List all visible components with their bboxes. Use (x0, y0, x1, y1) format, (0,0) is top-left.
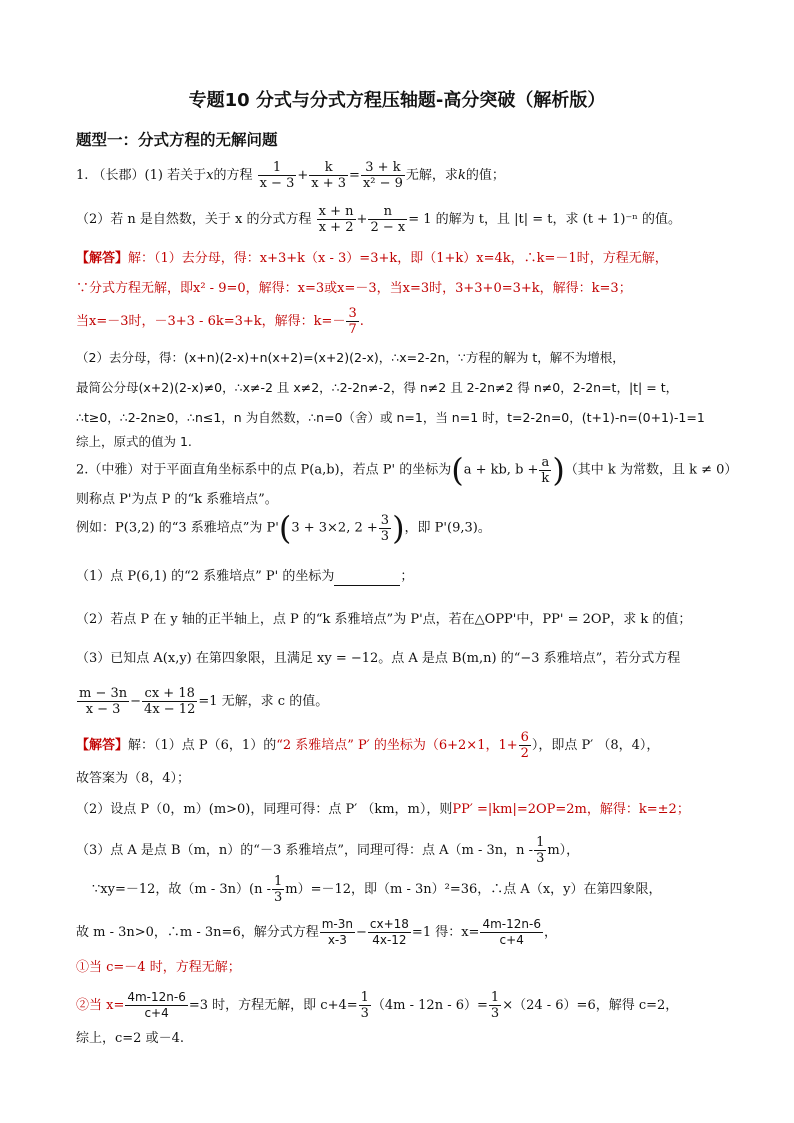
text: 例如：P(3,2) 的“3 系雅培点”为 P' (76, 520, 279, 536)
numerator: 3 (348, 306, 357, 321)
q1-answer-line2: ∵分式方程无解，即x² - 9=0，解得：x=3或x=－3，当x=3时，3+3+0=3+k，解得：k=3； (76, 281, 632, 296)
q2-answer-line7 (76, 959, 241, 977)
fraction (77, 686, 129, 717)
q2-answer-line3 (76, 801, 690, 819)
numerator: m − 3n (79, 686, 128, 701)
op: − (130, 694, 142, 709)
text: （2）若 n 是自然数，关于 x 的分式方程 (76, 212, 312, 227)
denominator: x-3 (327, 933, 347, 947)
answer-label: 【解答】 (76, 251, 129, 266)
fraction (125, 990, 188, 1021)
numerator: a (539, 455, 551, 471)
section-heading: 题型一：分式方程的无解问题 (76, 131, 278, 149)
numerator: 1 (258, 160, 297, 176)
text: ，即 P'(9,3)。 (404, 520, 491, 536)
denominator: 3 (536, 851, 545, 866)
numerator: 1 (536, 835, 545, 850)
fraction (317, 204, 356, 235)
numerator: 4m-12n-6 (127, 990, 186, 1004)
denominator: x + 3 (311, 176, 347, 191)
numerator: cx + 18 (142, 686, 197, 702)
denominator: c+4 (144, 1006, 169, 1020)
answer-text: 解：（1）去分母，得：x+3+k（x - 3）=3+k，即（1+k）x=4k，∴k=－1时，方程无解， (128, 251, 668, 266)
paren: ( (451, 451, 464, 489)
denominator: x − 3 (259, 176, 295, 191)
q2-line1 (76, 451, 738, 489)
fraction (379, 513, 391, 544)
text: 1. （长郡）(1) 若关于 (76, 168, 207, 183)
numerator: 4m-12n-6 (482, 917, 541, 931)
text: 的方程 (213, 168, 253, 183)
answer-text: m）， (547, 843, 580, 858)
numerator: 1 (490, 990, 500, 1005)
answer-text: m）=－12，即（m - 3n）²=36，∴点 A（x，y）在第四象限， (285, 882, 662, 897)
q2-answer-line5 (92, 874, 662, 905)
numerator: 6 (520, 730, 529, 745)
var: x (206, 168, 214, 183)
numerator: k (309, 160, 348, 176)
fraction (272, 874, 284, 905)
op: + (297, 168, 309, 183)
numerator: x + n (318, 204, 354, 219)
answer-text: =1 得：x= (411, 925, 480, 940)
q1-answer-line4: （2）去分母，得：(x+n)(2-x)+n(x+2)=(x+2)(2-x)，∴x=2-2n，∵方程的解为 t，解不为增根， (76, 350, 625, 365)
q2-answer-line9: 综上，c=2 或－4. (76, 1031, 184, 1046)
denominator: x² − 9 (362, 176, 403, 191)
text: 无解，求 (405, 168, 458, 183)
text: 的值； (465, 168, 505, 183)
denominator: c+4 (499, 933, 524, 947)
op: + (356, 212, 368, 227)
q1-answer-line6: ∴t≥0，∴2-2n≥0，∴n≤1，n 为自然数，∴n=0（舍）或 n=1，当 n=1 时，t=2-2n=0，(t+1)-n=(0+1)-1=1 (76, 410, 705, 425)
denominator: 3 (360, 1006, 369, 1021)
paren: ) (392, 509, 405, 547)
q2-part3: （3）已知点 A(x,y) 在第四象限，且满足 xy = −12。点 A 是点 B(m,n) 的“−3 系雅培点”，若分式方程 (76, 651, 681, 666)
answer-text: ②当 x= (76, 998, 125, 1013)
denominator: 7 (348, 322, 357, 337)
text: a + kb, b + (463, 462, 539, 478)
answer-text: ），即点 P′ （8，4）， (531, 738, 660, 753)
fraction (258, 160, 297, 191)
q2-part1 (76, 568, 413, 586)
q1-line1 (76, 160, 505, 191)
text: 2.（中雅）对于平面直角坐标系中的点 P(a,b)，若点 P' 的坐标为 (76, 462, 452, 478)
q2-line2: 则称点 P'为点 P 的“k 系雅培点”。 (76, 492, 278, 507)
answer-text: ×（24 - 6）=6，解得 c=2， (502, 998, 679, 1013)
q2-answer-line1 (76, 730, 659, 761)
q1-answer-line3 (76, 306, 364, 337)
fraction (368, 204, 407, 235)
fraction (142, 686, 197, 717)
q1-line2 (76, 204, 681, 235)
q2-answer-line4 (76, 835, 579, 866)
denominator: 3 (380, 528, 390, 544)
answer-text: （2）设点 P（0，m）(m>0)，同理可得：点 P′ （km，m），则 (76, 802, 453, 817)
var: k (457, 168, 466, 183)
denominator: 2 − x (370, 220, 406, 235)
text: ； (400, 569, 414, 584)
denominator: x + 2 (318, 220, 354, 235)
paren: ( (278, 509, 292, 547)
paren: ) (552, 451, 565, 489)
q2-part2: （2）若点 P 在 y 轴的正半轴上，点 P 的“k 系雅培点”为 P'点，若在△OPP'中，PP' = 2OP，求 k 的值； (76, 612, 692, 627)
fraction (539, 455, 551, 486)
numerator: 3 (380, 512, 390, 528)
denominator: 4x − 12 (144, 702, 196, 717)
q1-answer-line5: 最简公分母(x+2)(2-x)≠0，∴x≠-2 且 x≠2，∴2-2n≠-2，得 n≠2 且 2-2n≠2 得 n≠0，2-2n=t，|t| = t， (76, 380, 679, 395)
fraction (320, 917, 355, 948)
answer-text: 当x=－3时，－3+3 - 6k=3+k，解得：k=－ (76, 314, 346, 329)
text: （1）点 P(6,1) 的“2 系雅培点” P' 的坐标为 (76, 569, 335, 584)
answer-text: （3）点 A 是点 B（m，n）的“－3 系雅培点”，同理可得：点 A（m - 3n，n - (76, 843, 534, 858)
q1-answer-line7: 综上，原式的值为 1. (76, 434, 192, 449)
op: = (349, 168, 360, 183)
fraction (519, 730, 531, 761)
denominator: k (541, 470, 550, 486)
answer-text: . (359, 314, 364, 329)
q2-answer-line8 (76, 990, 678, 1021)
fraction (534, 835, 546, 866)
numerator: 1 (360, 990, 369, 1005)
denominator: 4x-12 (372, 933, 407, 947)
answer-text: ∵xy=－12，故（m - 3n）(n - (92, 882, 271, 897)
answer-text: PP′ =|km|=2OP=2m，解得：k=±2； (452, 802, 690, 817)
answer-text: =3 时，方程无解，即 c+4= (188, 998, 358, 1013)
answer-text: ， (543, 925, 557, 940)
text: = 1 的解为 t，且 |t| = t，求 (t + 1)⁻ⁿ 的值。 (408, 212, 682, 227)
numerator: m-3n (321, 917, 353, 931)
denominator: 2 (520, 746, 529, 761)
numerator: 3 + k (361, 160, 405, 176)
fraction (359, 990, 371, 1021)
q2-part3-equation (76, 686, 328, 717)
text: （其中 k 为常数，且 k ≠ 0） (564, 462, 738, 478)
fraction (368, 917, 411, 948)
fraction (346, 306, 358, 337)
answer-label: 【解答】 (76, 738, 129, 753)
answer-text: “2 系雅培点” P′ 的坐标为（6+2×1，1+ (276, 738, 518, 753)
numerator: 1 (273, 874, 283, 889)
q2-example (76, 509, 491, 547)
op: − (355, 925, 367, 940)
answer-text: ①当 c=－4 时，方程无解； (76, 960, 241, 975)
fraction (489, 990, 501, 1021)
answer-text: 故 m - 3n>0，∴m - 3n=6，解分式方程 (76, 925, 319, 940)
answer-blank (334, 571, 400, 586)
text: =1 无解，求 c 的值。 (198, 694, 329, 709)
answer-text: （4m - 12n - 6）= (371, 998, 488, 1013)
denominator: x − 3 (85, 702, 121, 717)
fraction (480, 917, 543, 948)
fraction (361, 160, 405, 191)
q2-answer-line6 (76, 917, 557, 948)
numerator: cx+18 (369, 917, 409, 931)
q1-answer-line1 (76, 250, 668, 268)
q2-answer-line2: 故答案为（8，4）； (76, 771, 191, 786)
numerator: n (368, 204, 407, 220)
denominator: 3 (273, 890, 283, 905)
fraction (309, 160, 348, 191)
answer-text: 解：（1）点 P（6，1）的 (128, 738, 277, 753)
page-title: 专题10 分式与分式方程压轴题-高分突破（解析版） (188, 90, 606, 111)
text: 3 + 3×2, 2 + (291, 520, 378, 536)
denominator: 3 (490, 1006, 500, 1021)
